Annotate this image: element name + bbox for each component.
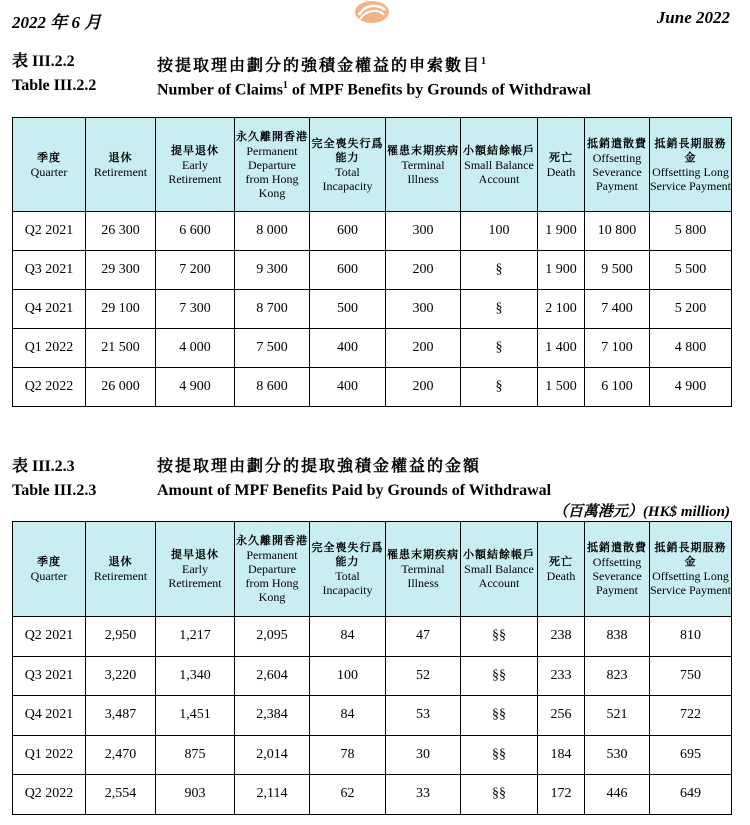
value-cell: §§ [461,617,538,657]
column-header [461,522,538,617]
table-header-row [13,522,732,617]
value-cell: 7 100 [585,329,650,368]
column-header [585,522,650,617]
value-cell: 47 [386,617,461,657]
value-cell: 446 [585,775,650,815]
column-header-zh: 死亡 [549,151,573,164]
value-cell: 7 300 [156,290,235,329]
column-header-zh: 退休 [108,151,133,164]
column-header-en: Permanent Departure from Hong Kong [245,143,299,200]
quarter-cell: Q1 2022 [13,735,86,775]
column-header [156,522,235,617]
claims-table [12,117,732,407]
quarter-cell: Q3 2021 [13,251,86,290]
value-cell: 10 800 [585,212,650,251]
column-header-en: Quarter [30,164,68,179]
value-cell: 9 300 [235,251,310,290]
table-row [13,656,732,696]
value-cell: 30 [386,735,461,775]
table1-title-zh: 按提取理由劃分的強積金權益的申索數目$^1$ [157,56,489,75]
value-cell: 5 500 [650,251,732,290]
value-cell: 4 900 [650,368,732,407]
table2-code-zh: 表 III.2.3 [12,458,75,475]
value-cell: 200 [386,368,461,407]
value-cell: 62 [310,775,386,815]
value-cell: 52 [386,656,461,696]
mpfa-logo [353,0,391,24]
quarter-cell: Q4 2021 [13,696,86,736]
value-cell: 5 200 [650,290,732,329]
value-cell: 2,554 [86,775,156,815]
value-cell: 1,217 [156,617,235,657]
value-cell: § [461,329,538,368]
column-header-en: Retirement [93,164,148,179]
column-header-zh: 完全喪失行爲能力 [311,542,384,568]
value-cell: 1 900 [538,251,585,290]
table1-code-zh: 表 III.2.2 [12,53,75,70]
value-cell: 2,095 [235,617,310,657]
value-cell: 2 100 [538,290,585,329]
column-header [310,522,386,617]
column-header-zh: 永久離開香港 [236,130,308,143]
column-header-en: Terminal Illness [401,157,445,186]
column-header-en: Offsetting Long Service Payment [650,164,731,193]
table-row [13,329,732,368]
column-header-en: Quarter [30,569,68,583]
quarter-cell: Q3 2021 [13,656,86,696]
value-cell: 6 100 [585,368,650,407]
value-cell: 5 800 [650,212,732,251]
value-cell: 875 [156,735,235,775]
value-cell: 7 200 [156,251,235,290]
value-cell: 3,220 [86,656,156,696]
value-cell: § [461,251,538,290]
value-cell: 33 [386,775,461,815]
column-header [13,118,86,212]
value-cell: 600 [310,251,386,290]
table-row [13,775,732,815]
column-header [386,522,461,617]
column-header-zh: 抵銷遣散費 [587,137,647,150]
quarter-cell: Q2 2021 [13,617,86,657]
table1-code-en: Table III.2.2 [12,77,97,94]
table-row [13,212,732,251]
column-header-zh: 罹患末期疾病 [387,549,459,561]
value-cell: 4 800 [650,329,732,368]
value-cell: 4 900 [156,368,235,407]
column-header-zh: 季度 [37,151,61,164]
column-header-zh: 小額結餘帳戶 [463,549,535,561]
column-header [310,118,386,212]
value-cell: 7 500 [235,329,310,368]
value-cell: 810 [650,617,732,657]
column-header-zh: 完全喪失行爲能力 [311,137,384,164]
value-cell: 26 000 [86,368,156,407]
table2-title-en: Amount of MPF Benefits Paid by Grounds of Withdrawal [157,482,552,499]
value-cell: 400 [310,329,386,368]
value-cell: 172 [538,775,585,815]
value-cell: 823 [585,656,650,696]
value-cell: 1 900 [538,212,585,251]
column-header-en: Terminal Illness [401,562,445,590]
value-cell: 300 [386,290,461,329]
value-cell: 530 [585,735,650,775]
value-cell: 7 400 [585,290,650,329]
table-row [13,735,732,775]
column-header [538,118,585,212]
table2-unit: （百萬港元）(HK$ million) [552,504,730,520]
value-cell: § [461,290,538,329]
value-cell: 200 [386,329,461,368]
column-header-en: Small Balance Account [464,157,534,186]
value-cell: 838 [585,617,650,657]
value-cell: 53 [386,696,461,736]
header-date-zh: 2022 年 6 月 [12,13,102,32]
value-cell: 400 [310,368,386,407]
value-cell: §§ [461,696,538,736]
quarter-cell: Q2 2022 [13,368,86,407]
header-date-en: June 2022 [656,8,730,27]
column-header [235,118,310,212]
value-cell: 2,470 [86,735,156,775]
column-header [235,522,310,617]
value-cell: 100 [461,212,538,251]
column-header [461,118,538,212]
value-cell: 521 [585,696,650,736]
value-cell: §§ [461,656,538,696]
value-cell: 21 500 [86,329,156,368]
value-cell: 184 [538,735,585,775]
value-cell: 2,604 [235,656,310,696]
quarter-cell: Q1 2022 [13,329,86,368]
column-header [386,118,461,212]
value-cell: 695 [650,735,732,775]
value-cell: 200 [386,251,461,290]
column-header-en: Offsetting Long Service Payment [650,569,731,597]
column-header [13,522,86,617]
value-cell: 9 500 [585,251,650,290]
value-cell: §§ [461,735,538,775]
column-header [86,118,156,212]
value-cell: 649 [650,775,732,815]
table-row [13,290,732,329]
table-row [13,251,732,290]
column-header-zh: 抵銷遣散費 [587,542,647,554]
value-cell: 500 [310,290,386,329]
column-header-zh: 提早退休 [171,144,219,157]
table2-title-zh: 按提取理由劃分的提取強積金權益的金額 [157,458,482,475]
column-header-en: Offsetting Severance Payment [592,555,642,597]
column-header-zh: 永久離開香港 [236,535,308,547]
column-header-en: Small Balance Account [464,562,534,590]
column-header-en: Early Retirement [168,562,222,590]
value-cell: § [461,368,538,407]
value-cell: 84 [310,696,386,736]
value-cell: 3,487 [86,696,156,736]
value-cell: 2,384 [235,696,310,736]
column-header-en: Retirement [93,569,148,583]
value-cell: 256 [538,696,585,736]
value-cell: 1,451 [156,696,235,736]
value-cell: 2,014 [235,735,310,775]
column-header [650,522,732,617]
column-header-en: Total Incapacity [322,164,373,193]
value-cell: 29 300 [86,251,156,290]
column-header-en: Total Incapacity [322,569,373,597]
value-cell: 750 [650,656,732,696]
value-cell: 26 300 [86,212,156,251]
amount-table [12,521,732,815]
value-cell: 1 400 [538,329,585,368]
value-cell: 300 [386,212,461,251]
value-cell: 1 500 [538,368,585,407]
value-cell: 2,114 [235,775,310,815]
column-header [538,522,585,617]
value-cell: 903 [156,775,235,815]
value-cell: 233 [538,656,585,696]
column-header-en: Death [546,569,576,583]
value-cell: 8 700 [235,290,310,329]
column-header-en: Offsetting Severance Payment [592,150,642,193]
table1-title-en: Number of Claims$^1$ of MPF Benefits by Grounds of Withdrawal [157,80,591,99]
table-header-row [13,118,732,212]
column-header [86,522,156,617]
table-row [13,617,732,657]
column-header-en: Permanent Departure from Hong Kong [245,548,299,604]
value-cell: 238 [538,617,585,657]
value-cell: 6 600 [156,212,235,251]
quarter-cell: Q2 2022 [13,775,86,815]
value-cell: 4 000 [156,329,235,368]
column-header-zh: 抵銷長期服務金 [654,137,727,164]
table-row [13,368,732,407]
column-header-en: Early Retirement [168,157,222,186]
table2-code-en: Table III.2.3 [12,482,97,499]
column-header [585,118,650,212]
column-header-en: Death [546,164,576,179]
value-cell: 1,340 [156,656,235,696]
column-header [650,118,732,212]
value-cell: 29 100 [86,290,156,329]
column-header-zh: 季度 [37,556,61,568]
value-cell: 722 [650,696,732,736]
value-cell: 78 [310,735,386,775]
value-cell: 2,950 [86,617,156,657]
column-header-zh: 抵銷長期服務金 [654,542,727,568]
table-row [13,696,732,736]
value-cell: 600 [310,212,386,251]
value-cell: 84 [310,617,386,657]
value-cell: 8 000 [235,212,310,251]
column-header-zh: 死亡 [549,556,573,568]
column-header-zh: 小額結餘帳戶 [463,144,535,157]
quarter-cell: Q2 2021 [13,212,86,251]
value-cell: 100 [310,656,386,696]
column-header-zh: 罹患末期疾病 [387,144,459,157]
column-header-zh: 提早退休 [171,549,219,561]
column-header-zh: 退休 [108,556,133,568]
value-cell: 8 600 [235,368,310,407]
column-header [156,118,235,212]
value-cell: §§ [461,775,538,815]
quarter-cell: Q4 2021 [13,290,86,329]
